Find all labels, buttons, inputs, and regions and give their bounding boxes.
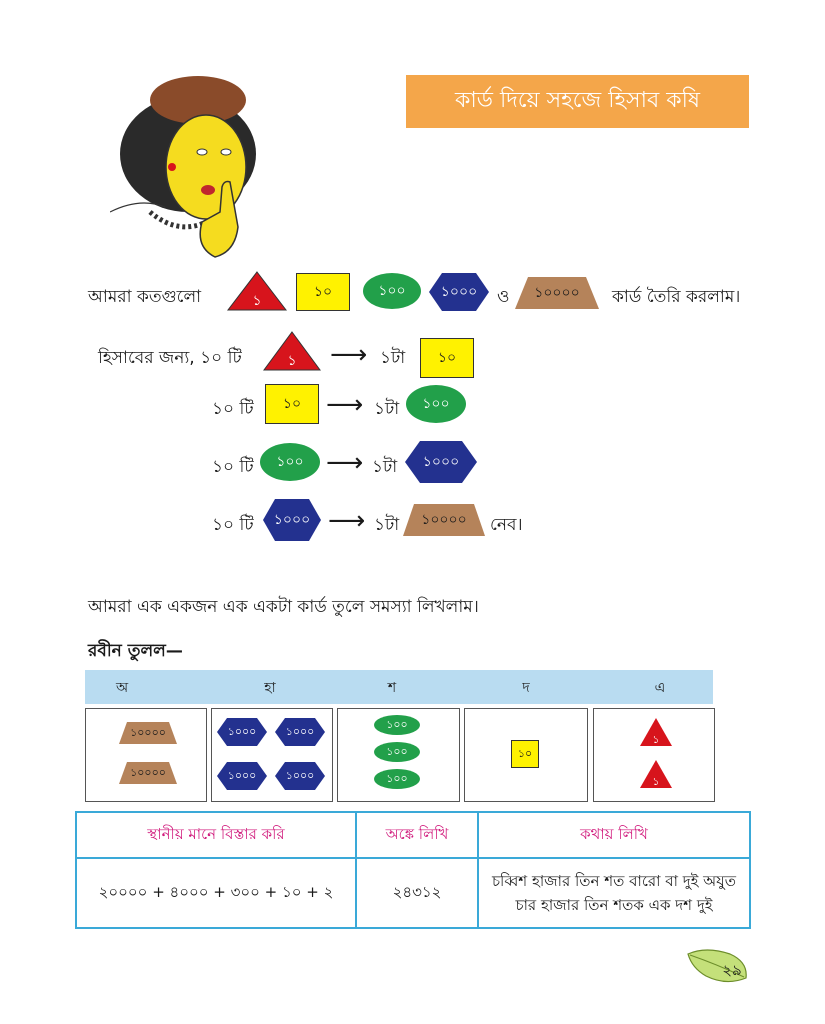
square-card-ten: ১০ (296, 273, 350, 311)
ekak-triangle-card: ১ (639, 717, 673, 747)
rule1-arrow-icon: ⟶ (330, 340, 368, 370)
oval-card-hundred: ১০০ (363, 273, 421, 309)
numeral-value: ২৪৩১২ (356, 858, 478, 928)
rule3-hexagon-card: ১০০০ (404, 440, 478, 484)
hexagon-card-thousand: ১০০০ (428, 272, 490, 312)
rule2-arrow-icon: ⟶ (326, 390, 364, 420)
intro-joiner: ও (497, 287, 510, 307)
ajut-card-box (85, 708, 207, 802)
trapezoid-card-ten-thousand: ১০০০০ (514, 276, 600, 310)
column-header-dashak: দ (522, 680, 530, 696)
hajar-hexagon-card: ১০০০ (216, 717, 268, 747)
rule1-square-card: ১০ (420, 338, 474, 378)
ekak-card-box (593, 708, 715, 802)
ekak-triangle-card: ১ (639, 759, 673, 789)
rule1-prefix: হিসাবের জন্য, ১০ টি (98, 348, 242, 368)
column-header-hajar: হা (264, 680, 276, 696)
rule2-prefix: ১০ টি (212, 399, 254, 419)
header-in-words: কথায় লিখি (478, 812, 750, 858)
rule3-arrow-icon: ⟶ (326, 448, 364, 478)
rule4-suffix: নেব। (490, 515, 523, 535)
dashak-square-card: ১০ (511, 740, 539, 768)
page-number-leaf-icon (686, 944, 750, 986)
rule2-result: ১টা (374, 399, 400, 419)
rule4-result: ১টা (374, 515, 400, 535)
page-number: ২৯ (722, 960, 742, 979)
rule3-result: ১টা (372, 457, 398, 477)
summary-data-row (76, 858, 750, 928)
shatak-oval-card: ১০০ (374, 715, 420, 735)
shatak-card-box (337, 708, 460, 802)
column-header-ajut: অ (115, 680, 129, 696)
rule2-oval-card: ১০০ (406, 385, 466, 423)
in-words-line-2: চার হাজার তিন শতক এক দশ দুই (515, 896, 713, 914)
shatak-oval-card: ১০০ (374, 769, 420, 789)
thinking-woman-illustration (110, 62, 280, 262)
column-header-ekak: এ (654, 680, 666, 696)
in-words-line-1: চব্বিশ হাজার তিন শত বারো বা দুই অযুত (491, 872, 737, 890)
rule1-triangle-card: ১ (262, 330, 322, 372)
summary-table (75, 811, 751, 929)
hajar-hexagon-card: ১০০০ (274, 761, 326, 791)
hajar-hexagon-card: ১০০০ (274, 717, 326, 747)
rule1-result: ১টা (380, 348, 406, 368)
shatak-oval-card: ১০০ (374, 742, 420, 762)
dashak-card-box (464, 708, 588, 802)
rule2-square-card: ১০ (265, 384, 319, 424)
rule3-oval-card: ১০০ (260, 443, 320, 481)
column-header-shatak: শ (387, 680, 397, 696)
hajar-card-box (211, 708, 333, 802)
rule4-hexagon-card: ১০০০ (262, 498, 322, 542)
rule4-prefix: ১০ টি (212, 515, 254, 535)
rule3-prefix: ১০ টি (212, 457, 254, 477)
intro-text-before: আমরা কতগুলো (88, 287, 202, 307)
pick-label: রবীন তুলল— (88, 641, 183, 661)
expanded-form-value: ২০০০০ + ৪০০০ + ৩০০ + ১০ + ২ (76, 858, 356, 928)
instruction-text: আমরা এক একজন এক একটা কার্ড তুলে সমস্যা লিখলাম। (88, 597, 479, 617)
rule4-trapezoid-card: ১০০০০ (402, 503, 486, 537)
intro-text-after: কার্ড তৈরি করলাম। (612, 287, 741, 307)
page-title: কার্ড দিয়ে সহজে হিসাব কষি (406, 75, 749, 128)
in-words-value (478, 858, 750, 928)
triangle-card-one: ১ (226, 270, 288, 312)
header-expanded-form: স্থানীয় মানে বিস্তার করি (76, 812, 356, 858)
hajar-hexagon-card: ১০০০ (216, 761, 268, 791)
ajut-trapezoid-card: ১০০০০ (118, 721, 178, 745)
header-numeral: অঙ্কে লিখি (356, 812, 478, 858)
ajut-trapezoid-card: ১০০০০ (118, 761, 178, 785)
summary-header-row (76, 812, 750, 858)
rule4-arrow-icon: ⟶ (328, 506, 366, 536)
